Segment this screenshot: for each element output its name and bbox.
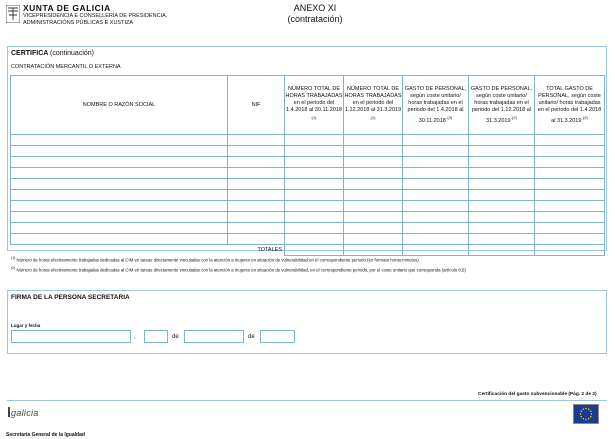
- eu-star-icon: [585, 419, 586, 420]
- table-cell[interactable]: [11, 168, 228, 179]
- column-header-1: NOMBRE O RAZÓN SOCIAL: [11, 76, 228, 135]
- logo-bar-icon: [8, 407, 10, 417]
- table-cell[interactable]: [344, 135, 403, 146]
- day-input[interactable]: [144, 330, 168, 343]
- table-cell[interactable]: [228, 212, 285, 223]
- column-header-5: GASTO DE PERSONAL, según coste unitario/ horas trabajadas en el periodo del 1.4.2018 al 30.11.2018 $^{(2)}$: [403, 76, 469, 135]
- table-cell[interactable]: [11, 179, 228, 190]
- column-header-3: NÚMERO TOTAL DE HORAS TRABAJADAS en el periodo del 1.4.2018 al 30.11.2018 $^{(1)}$: [285, 76, 344, 135]
- eu-star-icon: [588, 409, 589, 410]
- table-cell[interactable]: [535, 212, 605, 223]
- column-header-6: GASTO DE PERSONAL, según coste unitario/ horas trabajadas en el periodo del 1.12.2018 al 31.3.2019 $^{(2)}$: [469, 76, 535, 135]
- table-row: [11, 212, 605, 223]
- annex-subtitle: (contratación): [287, 14, 343, 24]
- table-cell[interactable]: [11, 190, 228, 201]
- column-header-7: TOTAL GASTO DE PERSONAL, según coste unitario/ horas trabajadas en el periodo del 1.4.2018 al 31.3.2019 $^{(2)}$: [535, 76, 605, 135]
- eu-star-icon: [581, 411, 582, 412]
- table-header-row: [11, 76, 605, 135]
- table-cell[interactable]: [344, 190, 403, 201]
- dept-line-1: VICEPRESIDENCIA E CONSELLERÍA DE PRESIDENCIA,: [23, 13, 168, 19]
- table-cell[interactable]: [344, 223, 403, 234]
- place-input[interactable]: [11, 330, 131, 343]
- table-row: [11, 168, 605, 179]
- table-cell[interactable]: [469, 157, 535, 168]
- table-cell[interactable]: [285, 234, 344, 245]
- eu-star-icon: [581, 416, 582, 417]
- table-cell[interactable]: [469, 168, 535, 179]
- table-cell[interactable]: [344, 201, 403, 212]
- table-row: [11, 223, 605, 234]
- table-cell[interactable]: [469, 146, 535, 157]
- table-cell[interactable]: [403, 135, 469, 146]
- de-separator-1: de: [172, 334, 179, 340]
- dept-line-2: ADMINISTRACIÓNS PÚBLICAS E XUSTIZA: [23, 19, 134, 26]
- table-cell[interactable]: [11, 157, 228, 168]
- table-cell[interactable]: [403, 212, 469, 223]
- table-cell[interactable]: [403, 157, 469, 168]
- table-cell[interactable]: [403, 201, 469, 212]
- certifica-title: CERTIFICA (continuación): [11, 50, 94, 57]
- footer-dept: Secretaría General de la Igualdad: [6, 432, 85, 438]
- table-cell[interactable]: [285, 146, 344, 157]
- table-cell[interactable]: [285, 190, 344, 201]
- totals-cell[interactable]: [403, 245, 469, 256]
- column-header-4: NÚMERO TOTAL DE HORAS TRABAJADAS en el periodo del 1.12.2018 al 31.3.2019 $^{(1)}$: [344, 76, 403, 135]
- table-cell[interactable]: [11, 234, 228, 245]
- table-cell[interactable]: [285, 157, 344, 168]
- table-cell[interactable]: [535, 135, 605, 146]
- table-cell[interactable]: [228, 234, 285, 245]
- annex-title: ANEXO XI: [293, 3, 337, 13]
- table-cell[interactable]: [11, 135, 228, 146]
- table-cell[interactable]: [535, 168, 605, 179]
- month-input[interactable]: [184, 330, 244, 343]
- table-row: [11, 146, 605, 157]
- table-cell[interactable]: [535, 179, 605, 190]
- table-cell[interactable]: [403, 234, 469, 245]
- eu-star-icon: [588, 418, 589, 419]
- table-cell[interactable]: [228, 179, 285, 190]
- certifica-title-suffix: (continuación): [50, 50, 94, 57]
- table-cell[interactable]: [285, 223, 344, 234]
- table-row: [11, 201, 605, 212]
- table-cell[interactable]: [403, 146, 469, 157]
- table-cell[interactable]: [344, 234, 403, 245]
- table-cell[interactable]: [344, 212, 403, 223]
- totals-label: TOTALES: [11, 245, 285, 256]
- table-cell[interactable]: [403, 190, 469, 201]
- table-cell[interactable]: [535, 234, 605, 245]
- table-cell[interactable]: [228, 157, 285, 168]
- eu-star-icon: [591, 413, 592, 414]
- table-cell[interactable]: [344, 157, 403, 168]
- table-cell[interactable]: [285, 201, 344, 212]
- table-cell[interactable]: [535, 157, 605, 168]
- table-cell[interactable]: [344, 146, 403, 157]
- table-cell[interactable]: [11, 223, 228, 234]
- eu-star-icon: [583, 409, 584, 410]
- table-cell[interactable]: [535, 201, 605, 212]
- de-separator-2: de: [248, 334, 255, 340]
- contracts-table: [10, 75, 605, 256]
- eu-star-icon: [583, 418, 584, 419]
- table-cell[interactable]: [228, 190, 285, 201]
- comma-separator: ,: [134, 334, 136, 340]
- table-cell[interactable]: [344, 168, 403, 179]
- table-row: [11, 234, 605, 245]
- table-cell[interactable]: [228, 201, 285, 212]
- eu-flag-icon: [573, 404, 599, 424]
- igualdade-logo: galicia: [8, 407, 39, 418]
- table-cell[interactable]: [228, 223, 285, 234]
- table-cell[interactable]: [535, 146, 605, 157]
- table-cell[interactable]: [403, 179, 469, 190]
- table-cell[interactable]: [228, 135, 285, 146]
- table-cell[interactable]: [228, 168, 285, 179]
- table-row: [11, 157, 605, 168]
- footnote-1: $^{(1)}$ Número de horas efectivamente trabajadas dedicadas al CIM en tareas directamente vinculadas con la atención a mujeres en situación de vulnerabilidad en el correspondiente periodo (en formato horas:minutos): [11, 256, 419, 263]
- totals-cell[interactable]: [285, 245, 344, 256]
- table-cell[interactable]: [469, 179, 535, 190]
- table-cell[interactable]: [469, 135, 535, 146]
- column-header-2: NIF: [228, 76, 285, 135]
- totals-cell[interactable]: [344, 245, 403, 256]
- table-cell[interactable]: [285, 212, 344, 223]
- certifica-subtitle: CONTRATACIÓN MERCANTIL O EXTERNA: [11, 64, 121, 70]
- table-cell[interactable]: [344, 179, 403, 190]
- totals-row: [11, 245, 605, 256]
- table-cell[interactable]: [535, 223, 605, 234]
- logo-text: [23, 4, 167, 26]
- footnote-2: $^{(2)}$ Número de horas efectivamente trabajadas dedicadas al CIM en tareas directamente vinculadas con la atención a mujeres en situación de vulnerabilidad, en el correspondiente periodo, por el coste unitario que corresponda (artículo 8.5): [11, 266, 466, 273]
- eu-star-icon: [585, 408, 586, 409]
- table-cell[interactable]: [11, 146, 228, 157]
- table-row: [11, 135, 605, 146]
- eu-star-icon: [590, 411, 591, 412]
- table-cell[interactable]: [469, 212, 535, 223]
- table-cell[interactable]: [469, 223, 535, 234]
- eu-star-icon: [580, 413, 581, 414]
- table-row: [11, 190, 605, 201]
- place-date-label: Lugar y fecha: [11, 323, 41, 328]
- table-cell[interactable]: [285, 135, 344, 146]
- table-cell[interactable]: [11, 201, 228, 212]
- table-cell[interactable]: [228, 146, 285, 157]
- table-cell[interactable]: [535, 190, 605, 201]
- firma-title: FIRMA DE LA PERSONA SECRETARIA: [11, 294, 130, 301]
- table-row: [11, 179, 605, 190]
- table-cell[interactable]: [469, 201, 535, 212]
- table-cell[interactable]: [403, 168, 469, 179]
- totals-cell[interactable]: [535, 245, 605, 256]
- table-cell[interactable]: [285, 179, 344, 190]
- org-name: XUNTA DE GALICIA: [23, 3, 111, 13]
- eu-star-icon: [590, 416, 591, 417]
- table-cell[interactable]: [469, 190, 535, 201]
- annex-heading: [270, 3, 360, 25]
- table-cell[interactable]: [469, 234, 535, 245]
- table-cell[interactable]: [285, 168, 344, 179]
- table-cell[interactable]: [11, 212, 228, 223]
- footer-divider: [7, 400, 607, 401]
- page-footer-text: Certificación del gasto subvencionable (Pág. 2 de 2): [478, 392, 597, 397]
- year-input[interactable]: [260, 330, 295, 343]
- xunta-logo-icon: [6, 5, 20, 23]
- table-cell[interactable]: [403, 223, 469, 234]
- totals-cell[interactable]: [469, 245, 535, 256]
